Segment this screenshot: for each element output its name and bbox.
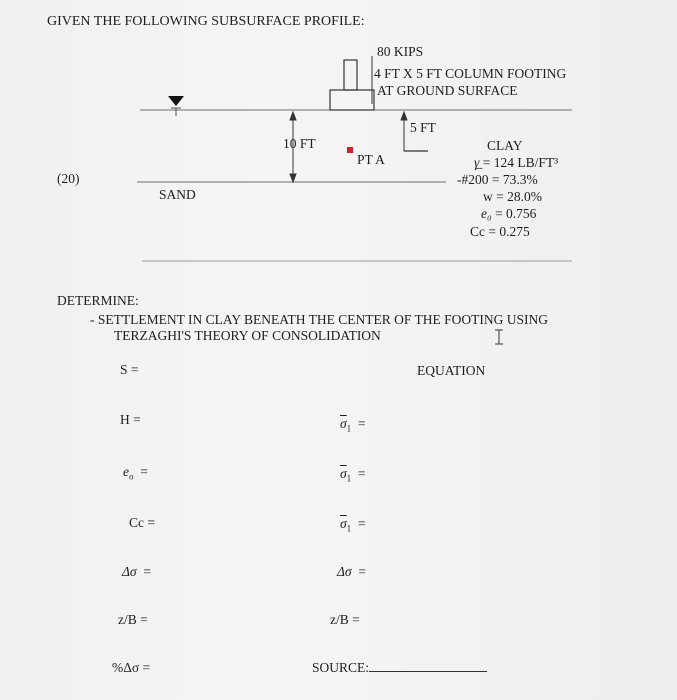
determine-heading: DETERMINE: — [57, 293, 139, 308]
point-a-marker — [347, 147, 353, 153]
sigma-eq-1: $\overline{\sigma}_1$ = — [340, 416, 366, 434]
footing-label: 4 FT X 5 FT COLUMN FOOTING — [374, 66, 567, 81]
delta-sigma-label: Δσ = — [122, 564, 151, 579]
clay-void-ratio: e₀ = 0.756 — [481, 206, 537, 221]
task-line-1: - SETTLEMENT IN CLAY BENEATH THE CENTER OF THE FOOTING USING — [90, 312, 548, 327]
load-label: 80 KIPS — [377, 44, 424, 59]
page-title: GIVEN THE FOLLOWING SUBSURFACE PROFILE: — [47, 14, 365, 29]
sigma-eq-2: $\overline{\sigma}_1$ = — [340, 466, 366, 484]
footing-location-label: AT GROUND SURFACE — [377, 83, 518, 98]
zb-label-right: z/B = — [330, 612, 360, 627]
clay-moisture: w = 28.0% — [483, 189, 542, 204]
text-cursor-icon — [495, 330, 503, 344]
zb-label-left: z/B = — [118, 612, 148, 627]
cc-label: Cc = — [129, 515, 155, 530]
equation-label: EQUATION — [417, 363, 486, 378]
column-footing-icon — [330, 56, 374, 110]
sigma-eq-3: $\overline{\sigma}_1$ = — [340, 516, 366, 534]
problem-number: (20) — [57, 171, 80, 186]
task-line-2: TERZAGHI'S THEORY OF CONSOLIDATION — [114, 328, 381, 343]
eo-label: $e_o$ = — [123, 464, 148, 482]
clay-unit-weight: γ̲ = 124 LB/FT³ — [474, 155, 559, 170]
delta-sigma-right: Δσ = — [337, 564, 366, 579]
source-label: SOURCE: — [312, 659, 487, 676]
sand-label: SAND — [159, 187, 196, 202]
water-table-icon — [168, 96, 184, 106]
depth-5ft-label: 5 FT — [410, 120, 436, 135]
pct-delta-label: %Δσ = — [112, 660, 151, 675]
clay-fines: -#200 = 73.3% — [457, 172, 538, 187]
source-blank — [369, 659, 487, 672]
point-a-label: PT A — [357, 152, 385, 167]
h-label: H = — [120, 412, 141, 427]
clay-label: CLAY — [487, 138, 523, 153]
clay-cc: Cc = 0.275 — [470, 224, 530, 239]
depth-10ft-label: 10 FT — [283, 136, 316, 151]
s-label: S = — [120, 362, 139, 377]
